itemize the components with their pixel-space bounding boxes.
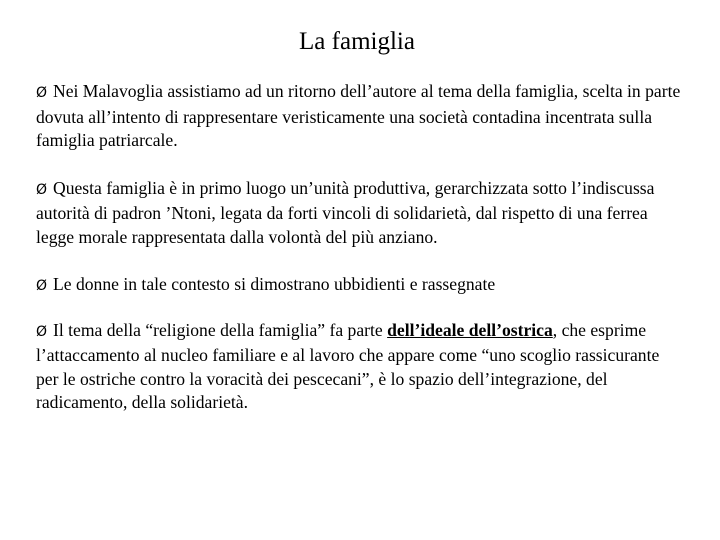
arrow-bullet-icon: Ø: [36, 181, 48, 198]
paragraph-text: Le donne in tale contesto si dimostrano ubbidienti e rassegnate: [53, 274, 496, 294]
paragraph-ideale-ostrica: [36, 319, 684, 415]
paragraph-donne: [36, 273, 684, 299]
paragraph-text: Nei Malavoglia assistiamo ad un ritorno dell’autore al tema della famiglia, scelta in parte dovuta all’intento di rappresentare veristicamente una società contadina incentrata sulla famiglia patriarcale.: [36, 81, 681, 150]
paragraph-text-before: Il tema della “religione della famiglia” fa parte: [53, 319, 388, 340]
arrow-bullet-icon: Ø: [36, 85, 48, 101]
paragraph-text: Questa famiglia è in primo luogo un’unità produttiva, gerarchizzata sotto l’indiscussa autorità di padron ’Ntoni, legata da forti vincoli di solidarietà, dal rispetto di una ferrea legge morale rappresentata dalla volontà del più anziano.: [36, 177, 655, 247]
paragraph-unita-produttiva: [36, 177, 684, 250]
ideale-ostrica-emphasis: dell’ideale dell’ostrica: [387, 319, 553, 340]
arrow-bullet-icon: Ø: [36, 323, 48, 340]
slide-body: [36, 80, 684, 439]
arrow-bullet-icon: Ø: [36, 278, 48, 294]
slide-title: La famiglia: [299, 28, 415, 55]
paragraph-text-after: , che esprime l’attaccamento al nucleo familiare e al lavoro che appare come “uno scoglio rassicurante per le ostriche contro la voracità dei pescecani”, è lo spazio dell’integrazione, del radicamento, della solidarietà.: [36, 319, 660, 412]
paragraph-famiglia-intro: [36, 80, 684, 153]
